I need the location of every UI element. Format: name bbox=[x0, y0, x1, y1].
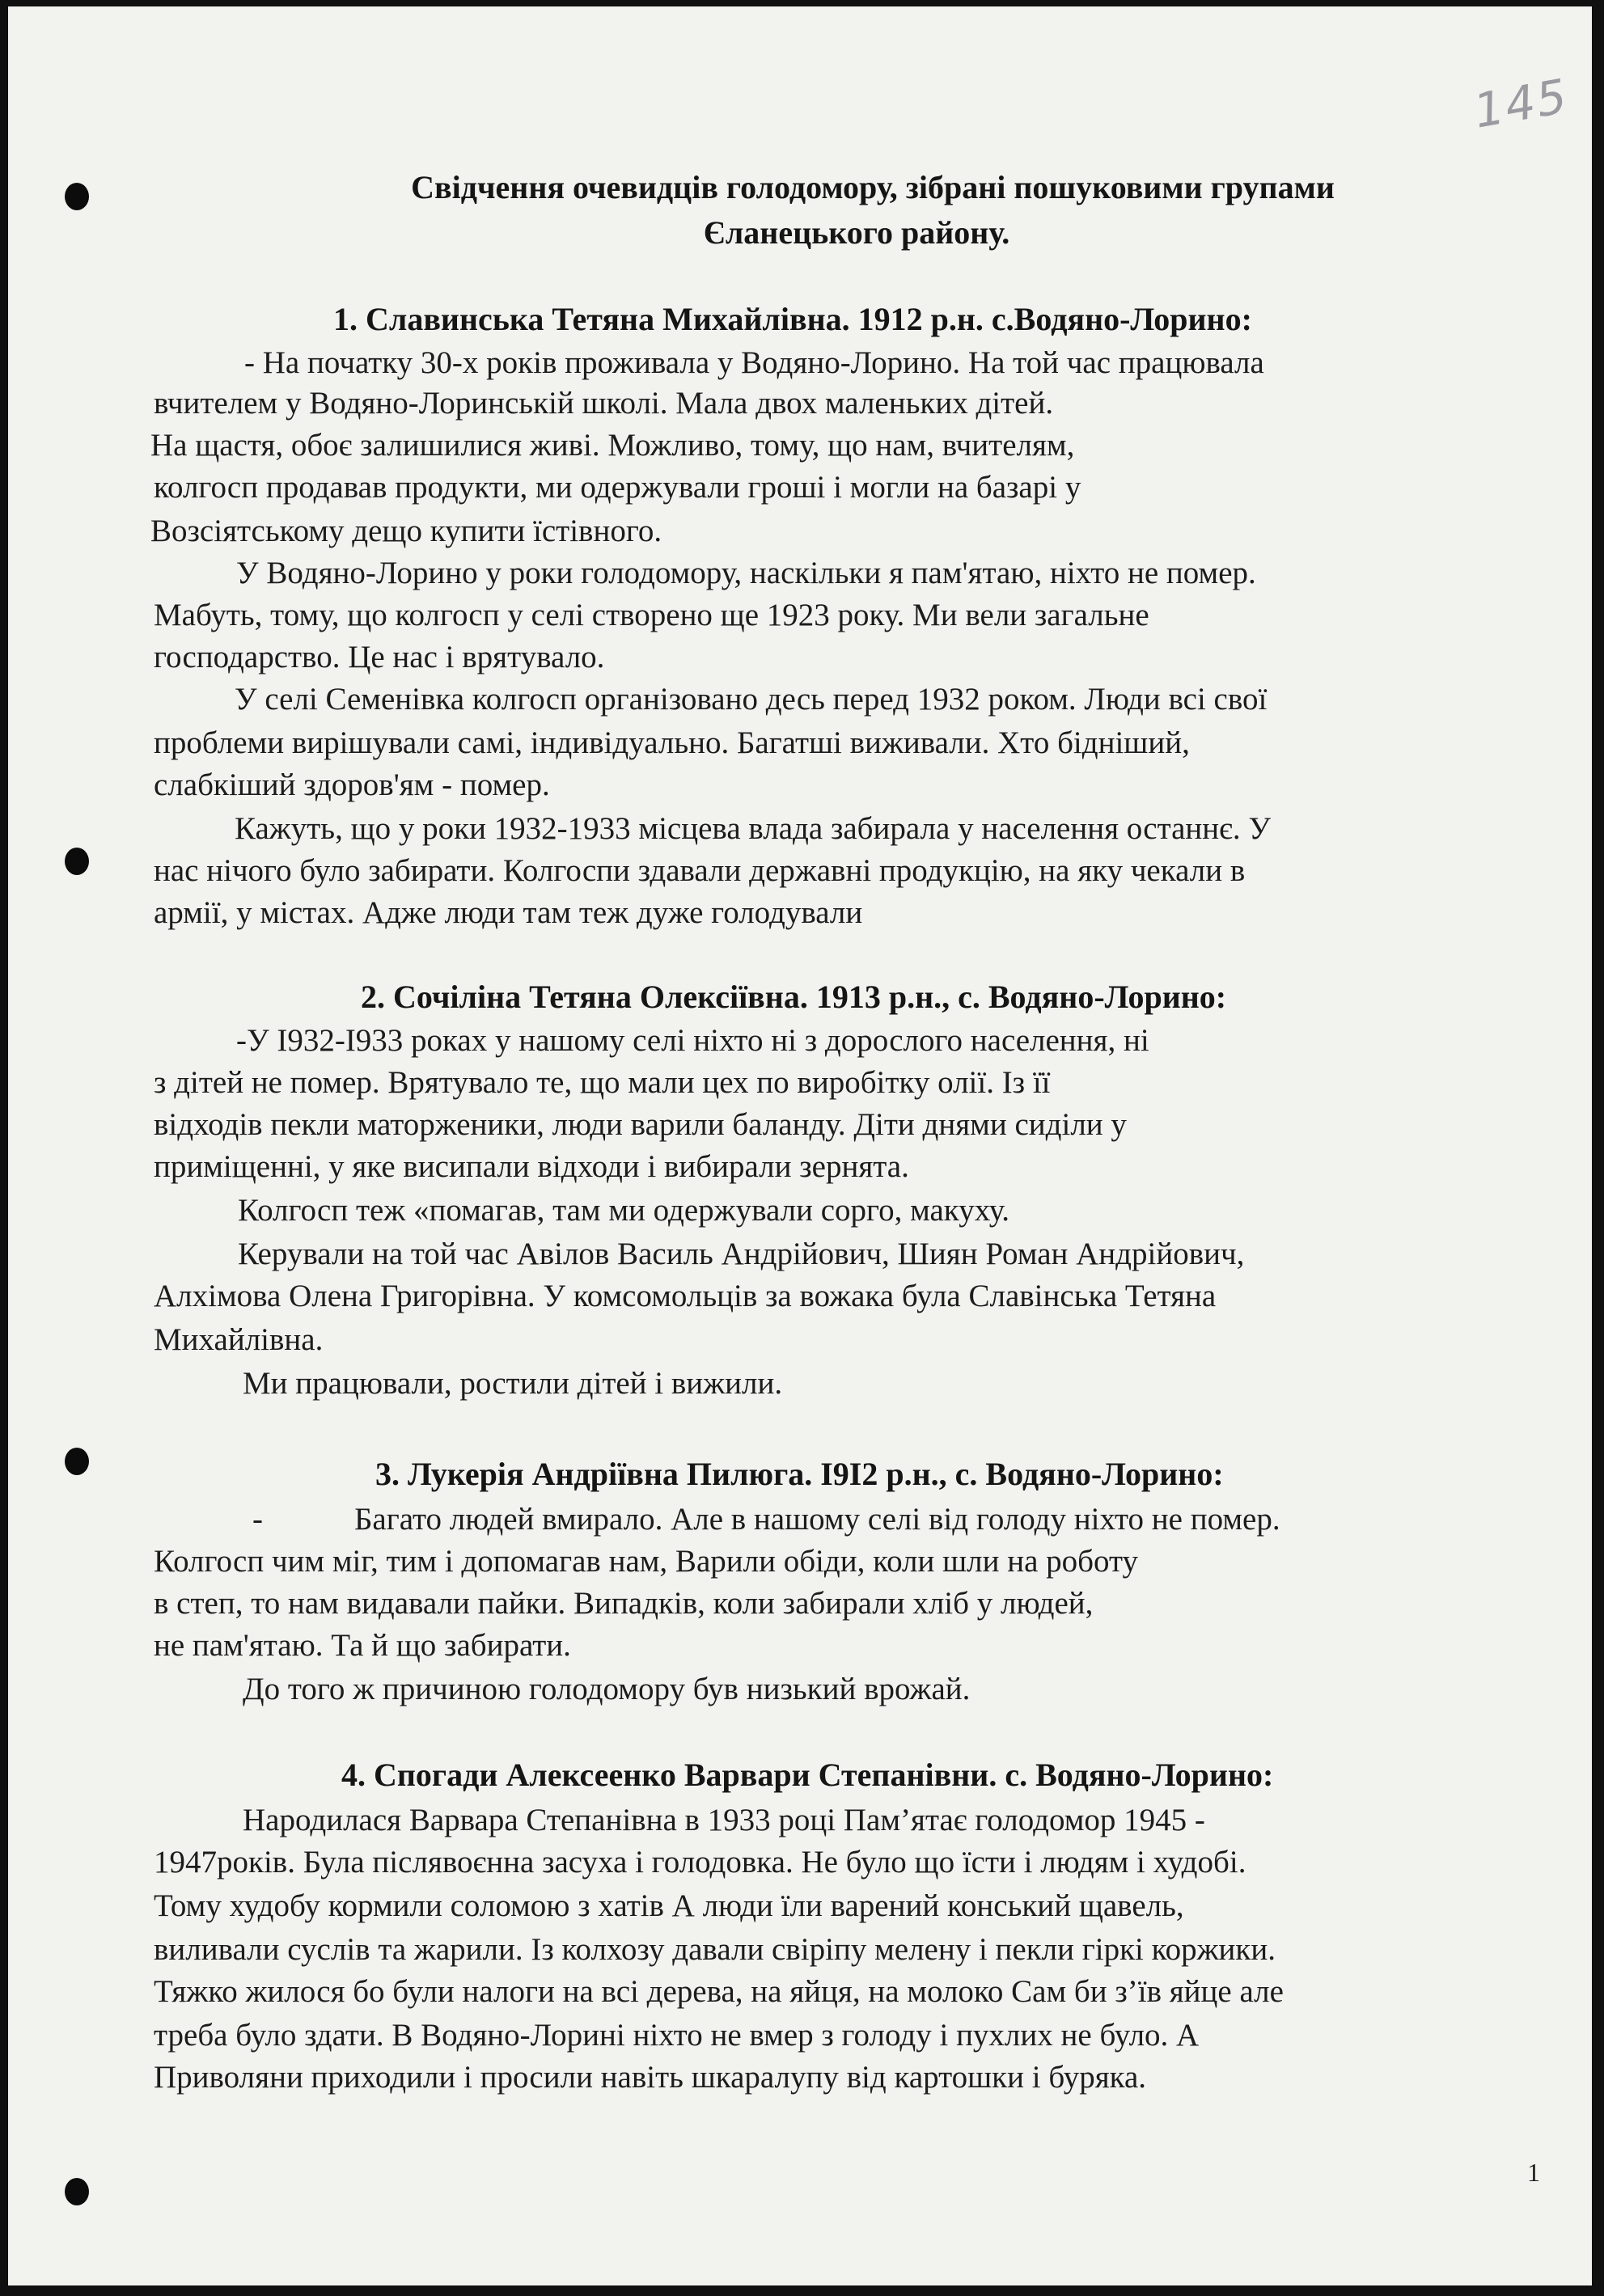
binder-hole bbox=[65, 848, 89, 875]
text-line: - На початку 30-х років проживала у Водяно-Лорино. На той час працювала bbox=[244, 345, 1264, 380]
text-line: Приволяни приходили і просили навіть шкаралупу від картошки і буряка. bbox=[154, 2060, 1147, 2095]
binder-hole bbox=[65, 2178, 89, 2205]
text-line: До того ж причиною голодомору був низький врожай. bbox=[243, 1672, 971, 1706]
text-line: приміщенні, у яке висипали відходи і вибирали зернята. bbox=[154, 1149, 909, 1184]
text-line: 1947років. Була післявоєнна засуха і голодовка. Не було що їсти і людям і худобі. bbox=[154, 1845, 1246, 1880]
text-line: відходів пекли маторженики, люди варили баланду. Діти днями сиділи у bbox=[154, 1107, 1127, 1142]
text-line: нас нічого було забирати. Колгоспи здавали державні продукцію, на яку чекали в bbox=[154, 853, 1246, 888]
text-line: Народилася Варвара Степанівна в 1933 році Пам’ятає голодомор 1945 - bbox=[243, 1803, 1205, 1837]
text-line: виливали суслів та жарили. Із колхозу давали свіріпу мелену і пекли гіркі коржики. bbox=[154, 1932, 1276, 1967]
text-line: в степ, то нам видавали пайки. Випадків, коли забирали хліб у людей, bbox=[154, 1586, 1094, 1621]
section-heading: 4. Спогади Алексеенко Варвари Степанівни. с. Водяно-Лорино: bbox=[341, 1757, 1274, 1793]
text-line: Керували на той час Авілов Василь Андрійович, Шиян Роман Андрійович, bbox=[238, 1237, 1245, 1271]
binder-hole bbox=[65, 1448, 89, 1475]
archive-page-number: 145 bbox=[1469, 68, 1572, 139]
text-line: У Водяно-Лорино у роки голодомору, наскільки я пам'ятаю, ніхто не помер. bbox=[236, 556, 1256, 590]
text-line: слабкіший здоров'ям - помер. bbox=[154, 767, 550, 802]
text-line: Колгосп теж «помагав, там ми одержували сорго, макуху. bbox=[238, 1193, 1010, 1228]
text-line: колгосп продавав продукти, ми одержували гроші і могли на базарі у bbox=[154, 470, 1081, 505]
text-line: треба було здати. В Водяно-Лорині ніхто не вмер з голоду і пухлих не було. А bbox=[154, 2018, 1200, 2053]
text-line: У селі Семенівка колгосп організовано десь перед 1932 роком. Люди всі свої bbox=[235, 682, 1268, 717]
section-heading: 2. Сочіліна Тетяна Олексіївна. 1913 р.н., с. Водяно-Лорино: bbox=[361, 979, 1227, 1015]
text-line: Возсіятському дещо купити їстівного. bbox=[150, 514, 662, 548]
section-heading: 3. Лукерія Андріївна Пилюга. І9І2 р.н., с. Водяно-Лорино: bbox=[375, 1456, 1224, 1492]
text-line: - bbox=[252, 1502, 263, 1537]
text-line: Ми працювали, ростили дітей і вижили. bbox=[243, 1366, 783, 1401]
text-line: Алхімова Олена Григорівна. У комсомольців за вожака була Славінська Тетяна bbox=[154, 1279, 1217, 1313]
text-line: Кажуть, що у роки 1932-1933 місцева влада забирала у населення останнє. У bbox=[235, 811, 1272, 846]
document-title-line2: Єланецького району. bbox=[703, 214, 1010, 251]
text-line: господарство. Це нас і врятувало. bbox=[154, 640, 605, 674]
text-line: На щастя, обоє залишилися живі. Можливо, тому, що нам, вчителям, bbox=[150, 428, 1075, 463]
text-line: -У І932-І933 роках у нашому селі ніхто ні з дорослого населення, ні bbox=[236, 1023, 1149, 1058]
text-line: Тяжко жилося бо були налоги на всі дерева, на яйця, на молоко Сам би з’їв яйце але bbox=[154, 1974, 1284, 2009]
document-title: Свідчення очевидців голодомору, зібрані пошуковими групами bbox=[411, 169, 1335, 205]
text-line: з дітей не помер. Врятувало те, що мали цех по виробітку олії. Із її bbox=[154, 1065, 1051, 1100]
document-page bbox=[8, 6, 1592, 2285]
text-line: не пам'ятаю. Та й що забирати. bbox=[154, 1628, 571, 1663]
text-line: Михайлівна. bbox=[154, 1322, 324, 1357]
text-line: вчителем у Водяно-Лоринській школі. Мала двох маленьких дітей. bbox=[154, 386, 1054, 421]
text-line: проблеми вирішували самі, індивідуально. Багатші виживали. Хто бідніший, bbox=[154, 725, 1190, 760]
text-line: Колгосп чим міг, тим і допомагав нам, Варили обіди, коли шли на роботу bbox=[154, 1544, 1139, 1579]
page-number: 1 bbox=[1527, 2158, 1540, 2187]
text-line: Мабуть, тому, що колгосп у селі створено ще 1923 року. Ми вели загальне bbox=[154, 598, 1149, 632]
section-heading: 1. Славинська Тетяна Михайлівна. 1912 р.н. с.Водяно-Лорино: bbox=[333, 301, 1252, 337]
text-line: Тому худобу кормили соломою з хатів А люди їли варений конський щавель, bbox=[154, 1888, 1184, 1923]
text-line: армії, у містах. Адже люди там теж дуже голодували bbox=[154, 895, 863, 930]
text-line: Багато людей вмирало. Але в нашому селі від голоду ніхто не помер. bbox=[354, 1502, 1280, 1537]
